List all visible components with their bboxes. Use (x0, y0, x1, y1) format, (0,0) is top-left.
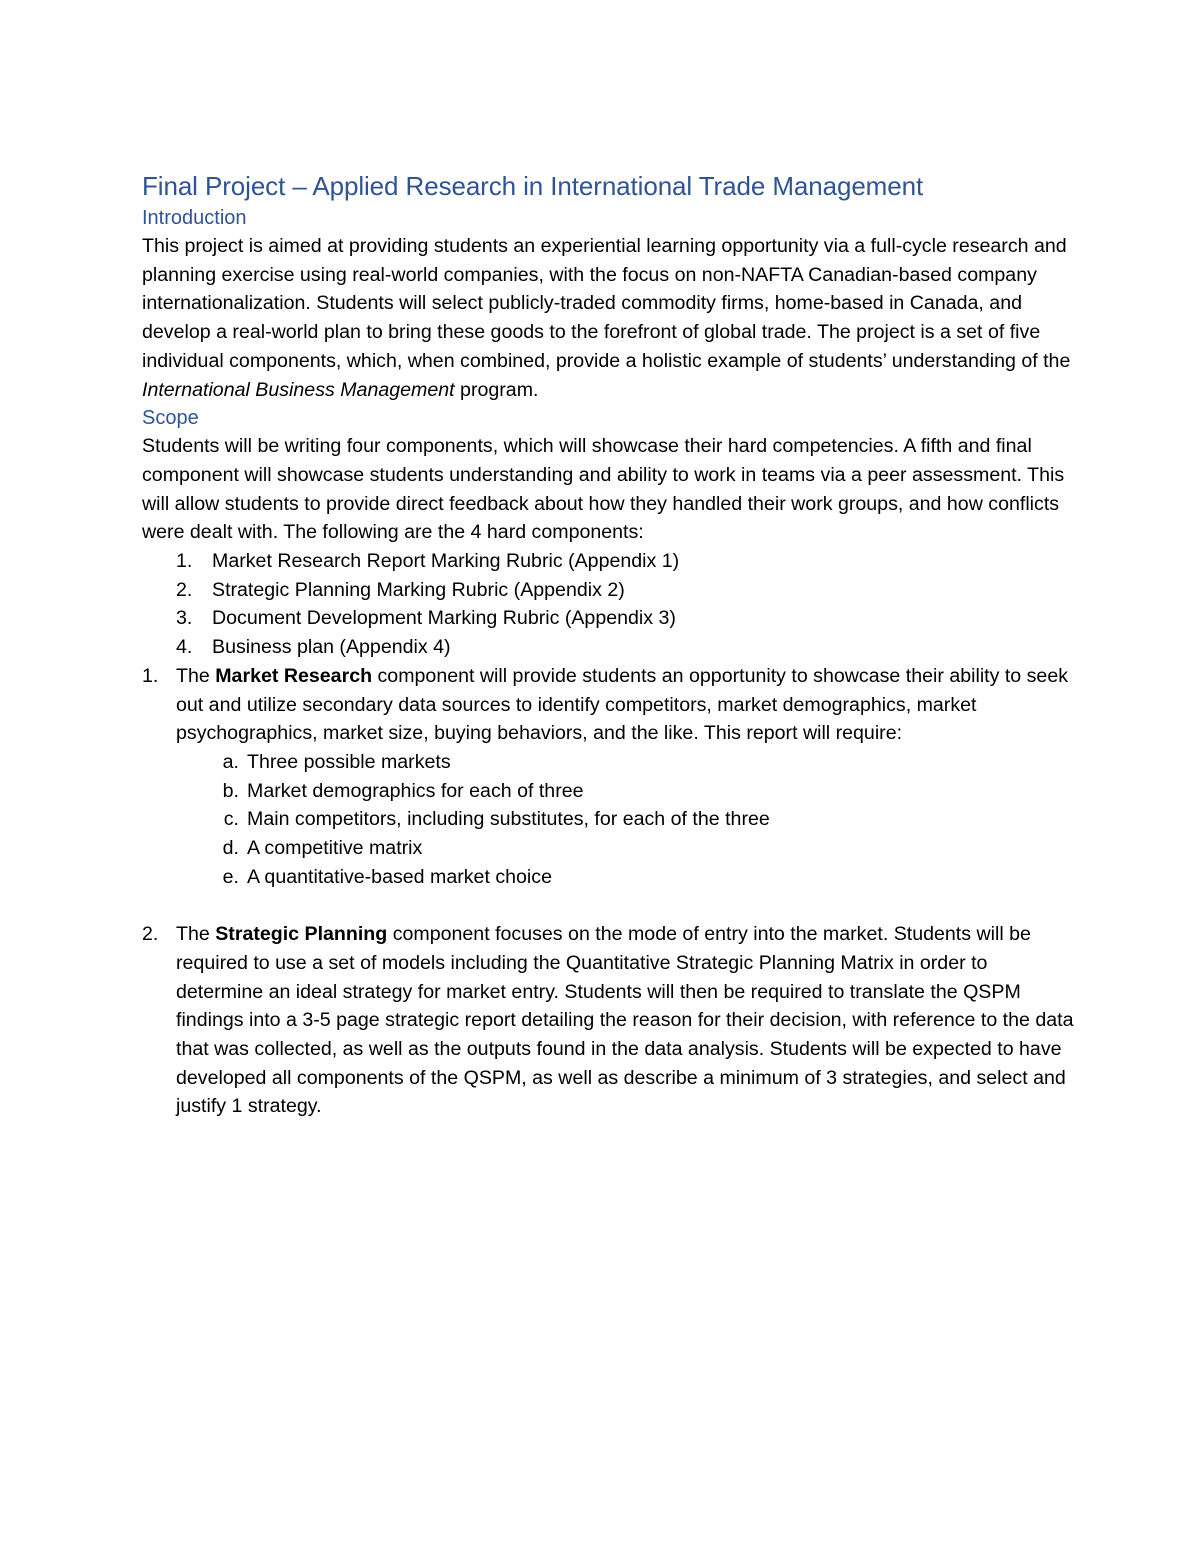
introduction-heading: Introduction (142, 207, 247, 229)
list-number: 2. (142, 923, 159, 946)
component-prefix: The (176, 664, 216, 687)
list-item-text: Market Research Report Marking Rubric (Appendix 1) (212, 550, 680, 573)
list-letter: c. (223, 808, 239, 831)
scope-paragraph: Students will be writing four components, which will showcase their hard competencies. A fifth and final component will showcase students understanding and ability to work in teams via a peer assessment. This will allow students to provide direct feedback about how they handled their work groups, and how conflicts were dealt with. The following are the 4 hard components: (142, 435, 1065, 544)
list-item (142, 863, 1077, 892)
list-item-text: Three possible markets (247, 750, 451, 773)
component-name: Strategic Planning (215, 923, 388, 946)
list-item-text: Document Development Marking Rubric (Appendix 3) (212, 607, 676, 630)
list-item-text: Strategic Planning Marking Rubric (Appendix 2) (212, 578, 625, 601)
list-number: 1. (142, 664, 159, 687)
component-description: component will provide students an opportunity to showcase their ability to seek out and utilize secondary data sources to identify competitors, market demographics, market psychographics, market size, buying behaviors, and the like. This report will require: (176, 664, 1069, 745)
list-item-text: A competitive matrix (247, 837, 423, 860)
introduction-paragraph (142, 232, 1077, 404)
document-title: Final Project – Applied Research in International Trade Management (142, 171, 924, 201)
list-item (142, 748, 1077, 777)
component-market-research (142, 662, 1077, 892)
list-item-text: Main competitors, including substitutes, for each of the three (247, 808, 770, 831)
list-letter: a. (222, 750, 239, 773)
list-item (142, 633, 1077, 662)
list-item-text: Business plan (Appendix 4) (212, 636, 451, 659)
program-name: International Business Management (142, 378, 455, 401)
list-letter: d. (222, 837, 239, 860)
introduction-text: This project is aimed at providing students an experiential learning opportunity via a full-cycle research and planning exercise using real-world companies, with the focus on non-NAFTA Canadian-based company internationalization. Students will select publicly-traded commodity firms, home-based in Canada, and develop a real-world plan to bring these goods to the forefront of global trade. The project is a set of five individual components, which, when combined, provide a holistic example of students’ understanding of the (142, 235, 1071, 372)
list-letter: b. (222, 779, 239, 802)
list-number: 2. (176, 578, 193, 601)
list-item-text: Market demographics for each of three (247, 779, 584, 802)
component-prefix: The (176, 923, 216, 946)
hard-components-list (142, 547, 1077, 662)
component-name: Market Research (215, 664, 373, 687)
list-item (142, 834, 1077, 863)
list-item (142, 805, 1077, 834)
components-list (142, 662, 1077, 1121)
list-number: 4. (176, 636, 193, 659)
market-research-requirements (176, 748, 1077, 892)
list-item-text: A quantitative-based market choice (247, 865, 552, 888)
document-page (142, 168, 1077, 1121)
list-letter: e. (222, 865, 239, 888)
list-item (142, 604, 1077, 633)
component-description: component focuses on the mode of entry into the market. Students will be required to use a set of models including the Quantitative Strategic Planning Matrix in order to determine an ideal strategy for market entry. Students will then be required to translate the QSPM findings into a 3-5 page strategic report detailing the reason for their decision, with reference to the data that was collected, as well as the outputs found in the data analysis. Students will be expected to have developed all components of the QSPM, as well as describe a minimum of 3 strategies, and select and justify 1 strategy. (176, 923, 1074, 1118)
list-item (142, 547, 1077, 576)
component-strategic-planning (142, 920, 1077, 1121)
list-item (142, 777, 1077, 806)
list-number: 1. (176, 550, 193, 573)
introduction-text-end: program. (454, 378, 539, 401)
list-number: 3. (176, 607, 193, 630)
scope-heading: Scope (142, 407, 199, 430)
list-item (142, 576, 1077, 605)
